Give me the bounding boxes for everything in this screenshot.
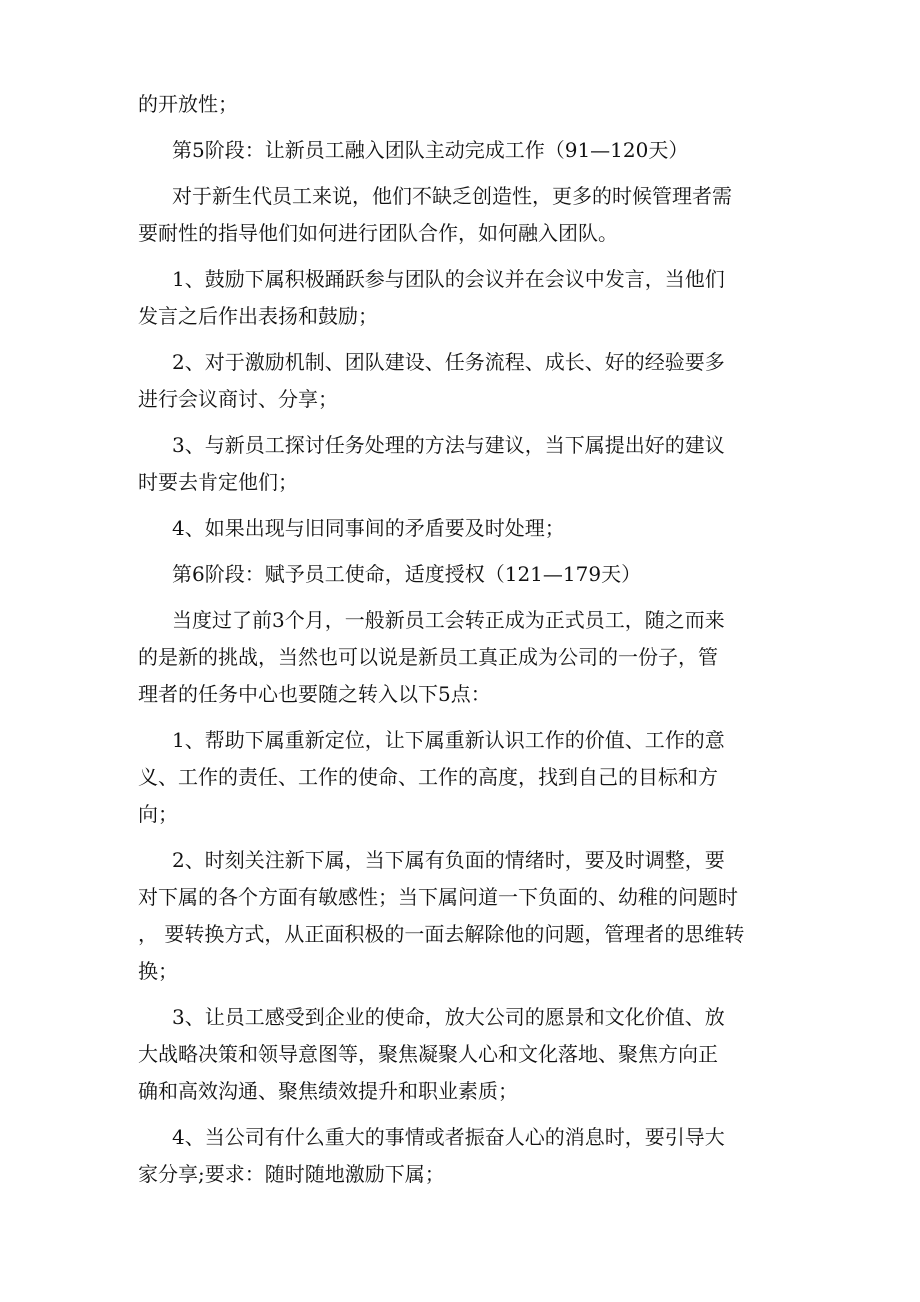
- text-line: 2、对于激励机制、团队建设、任务流程、成长、好的经验要多: [172, 350, 725, 374]
- paragraph: [138, 344, 818, 418]
- text-line: 当度过了前3个月，一般新员工会转正成为正式员工，随之而来: [172, 608, 725, 632]
- text-line: 3、与新员工探讨任务处理的方法与建议，当下属提出好的建议: [172, 433, 725, 457]
- paragraph: [138, 510, 818, 547]
- text-line: 要耐性的指导他们如何进行团队合作，如何融入团队。: [138, 221, 618, 245]
- text-line: 的开放性；: [138, 92, 238, 116]
- paragraph: [138, 1119, 818, 1193]
- text-line: 的是新的挑战，当然也可以说是新员工真正成为公司的一份子，管: [138, 645, 718, 669]
- paragraph: [138, 556, 818, 593]
- paragraph: [138, 86, 818, 123]
- paragraph: [138, 999, 818, 1110]
- document-body: [138, 86, 818, 1202]
- paragraph: [138, 132, 818, 169]
- text-line: 第5阶段：让新员工融入团队主动完成工作（91—120天）: [172, 138, 689, 162]
- text-line: ， 要转换方式，从正面积极的一面去解除他的问题，管理者的思维转: [138, 922, 745, 946]
- text-line: 1、鼓励下属积极踊跃参与团队的会议并在会议中发言，当他们: [172, 267, 725, 291]
- text-line: 2、时刻关注新下属，当下属有负面的情绪时，要及时调整，要: [172, 848, 725, 872]
- text-line: 4、如果出现与旧同事间的矛盾要及时处理；: [172, 516, 565, 540]
- text-line: 进行会议商讨、分享；: [138, 387, 338, 411]
- text-line: 对于新生代员工来说，他们不缺乏创造性，更多的时候管理者需: [172, 184, 732, 208]
- text-line: 家分享;要求：随时随地激励下属；: [138, 1162, 445, 1186]
- text-line: 时要去肯定他们；: [138, 470, 298, 494]
- paragraph: [138, 602, 818, 713]
- text-line: 换；: [138, 959, 178, 983]
- text-line: 理者的任务中心也要随之转入以下5点：: [138, 682, 491, 706]
- paragraph: [138, 842, 818, 990]
- paragraph: [138, 178, 818, 252]
- text-line: 向；: [138, 802, 178, 826]
- text-line: 对下属的各个方面有敏感性；当下属问道一下负面的、幼稚的问题时: [138, 885, 738, 909]
- text-line: 确和高效沟通、聚焦绩效提升和职业素质；: [138, 1079, 518, 1103]
- text-line: 3、让员工感受到企业的使命，放大公司的愿景和文化价值、放: [172, 1005, 725, 1029]
- text-line: 发言之后作出表扬和鼓励；: [138, 304, 378, 328]
- text-line: 义、工作的责任、工作的使命、工作的高度，找到自己的目标和方: [138, 765, 718, 789]
- text-line: 4、当公司有什么重大的事情或者振奋人心的消息时，要引导大: [172, 1125, 725, 1149]
- text-line: 1、帮助下属重新定位，让下属重新认识工作的价值、工作的意: [172, 728, 725, 752]
- text-line: 第6阶段：赋予员工使命，适度授权（121—179天）: [172, 562, 642, 586]
- text-line: 大战略决策和领导意图等，聚焦凝聚人心和文化落地、聚焦方向正: [138, 1042, 718, 1066]
- paragraph: [138, 427, 818, 501]
- paragraph: [138, 261, 818, 335]
- paragraph: [138, 722, 818, 833]
